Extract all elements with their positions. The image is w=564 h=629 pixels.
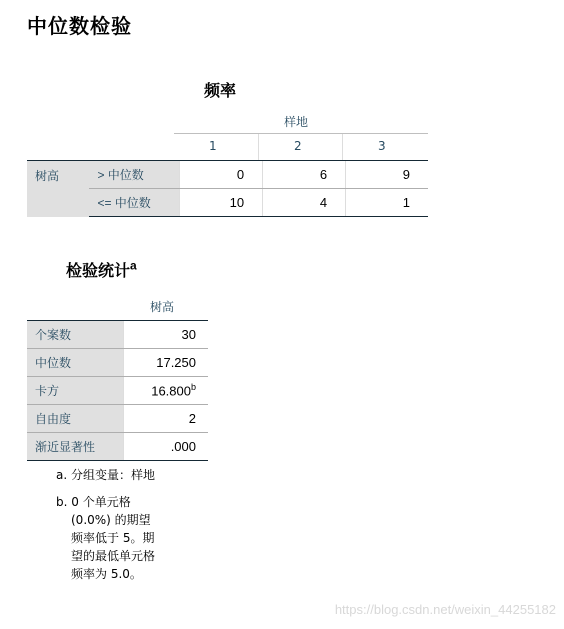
row-label: > 中位数	[89, 161, 179, 189]
cell-value: 2	[124, 405, 209, 433]
footnote-b-line: 频率低于 5。期	[71, 531, 155, 545]
stats-table	[27, 320, 208, 461]
cell-value: 4	[263, 189, 346, 217]
cell-value: 9	[346, 161, 428, 189]
table-row	[27, 349, 208, 377]
column-header-2: 2	[294, 139, 302, 153]
footnote-b-line: 频率为 5.0。	[71, 567, 142, 581]
footnote-b-line: (0.0%) 的期望	[71, 513, 151, 527]
row-label: 卡方	[27, 377, 124, 405]
row-label: 个案数	[27, 321, 124, 349]
cell-value: 30	[124, 321, 209, 349]
column-header-1: 1	[209, 139, 217, 153]
table-row	[27, 161, 428, 189]
stats-table-title	[66, 258, 137, 281]
frequency-table	[27, 160, 428, 217]
stats-table-title-footnote-marker: a	[130, 258, 137, 273]
cell-value: 0	[179, 161, 262, 189]
stats-column-label: 树高	[150, 300, 175, 314]
footnote-b-line: b. 0 个单元格	[56, 495, 131, 509]
chi-square-value: 16.800	[151, 383, 191, 399]
page-title: 中位数检验	[27, 14, 132, 38]
row-label: 中位数	[27, 349, 124, 377]
stats-table-title-text: 检验统计	[66, 261, 131, 280]
cell-value: 10	[179, 189, 262, 217]
cell-value	[124, 377, 209, 405]
column-group-divider	[174, 133, 428, 134]
watermark: https://blog.csdn.net/weixin_44255182	[334, 602, 556, 617]
column-header-3: 3	[378, 139, 386, 153]
table-row	[27, 321, 208, 349]
footnote-a: a. 分组变量：样地	[56, 468, 155, 482]
frequency-table-title: 频率	[204, 81, 237, 100]
table-row	[27, 405, 208, 433]
row-group-label: 树高	[27, 161, 89, 217]
row-label: 渐近显著性	[27, 433, 124, 461]
footnote-marker: b	[190, 382, 196, 393]
cell-value: 1	[346, 189, 428, 217]
row-label: 自由度	[27, 405, 124, 433]
footnote-b-line: 望的最低单元格	[71, 549, 156, 563]
table-row	[27, 433, 208, 461]
column-divider	[342, 134, 343, 160]
table-row	[27, 377, 208, 405]
cell-value: .000	[124, 433, 209, 461]
row-label: <= 中位数	[89, 189, 179, 217]
column-divider	[258, 134, 259, 160]
cell-value: 6	[263, 161, 346, 189]
column-group-label: 样地	[284, 115, 309, 129]
cell-value: 17.250	[124, 349, 209, 377]
